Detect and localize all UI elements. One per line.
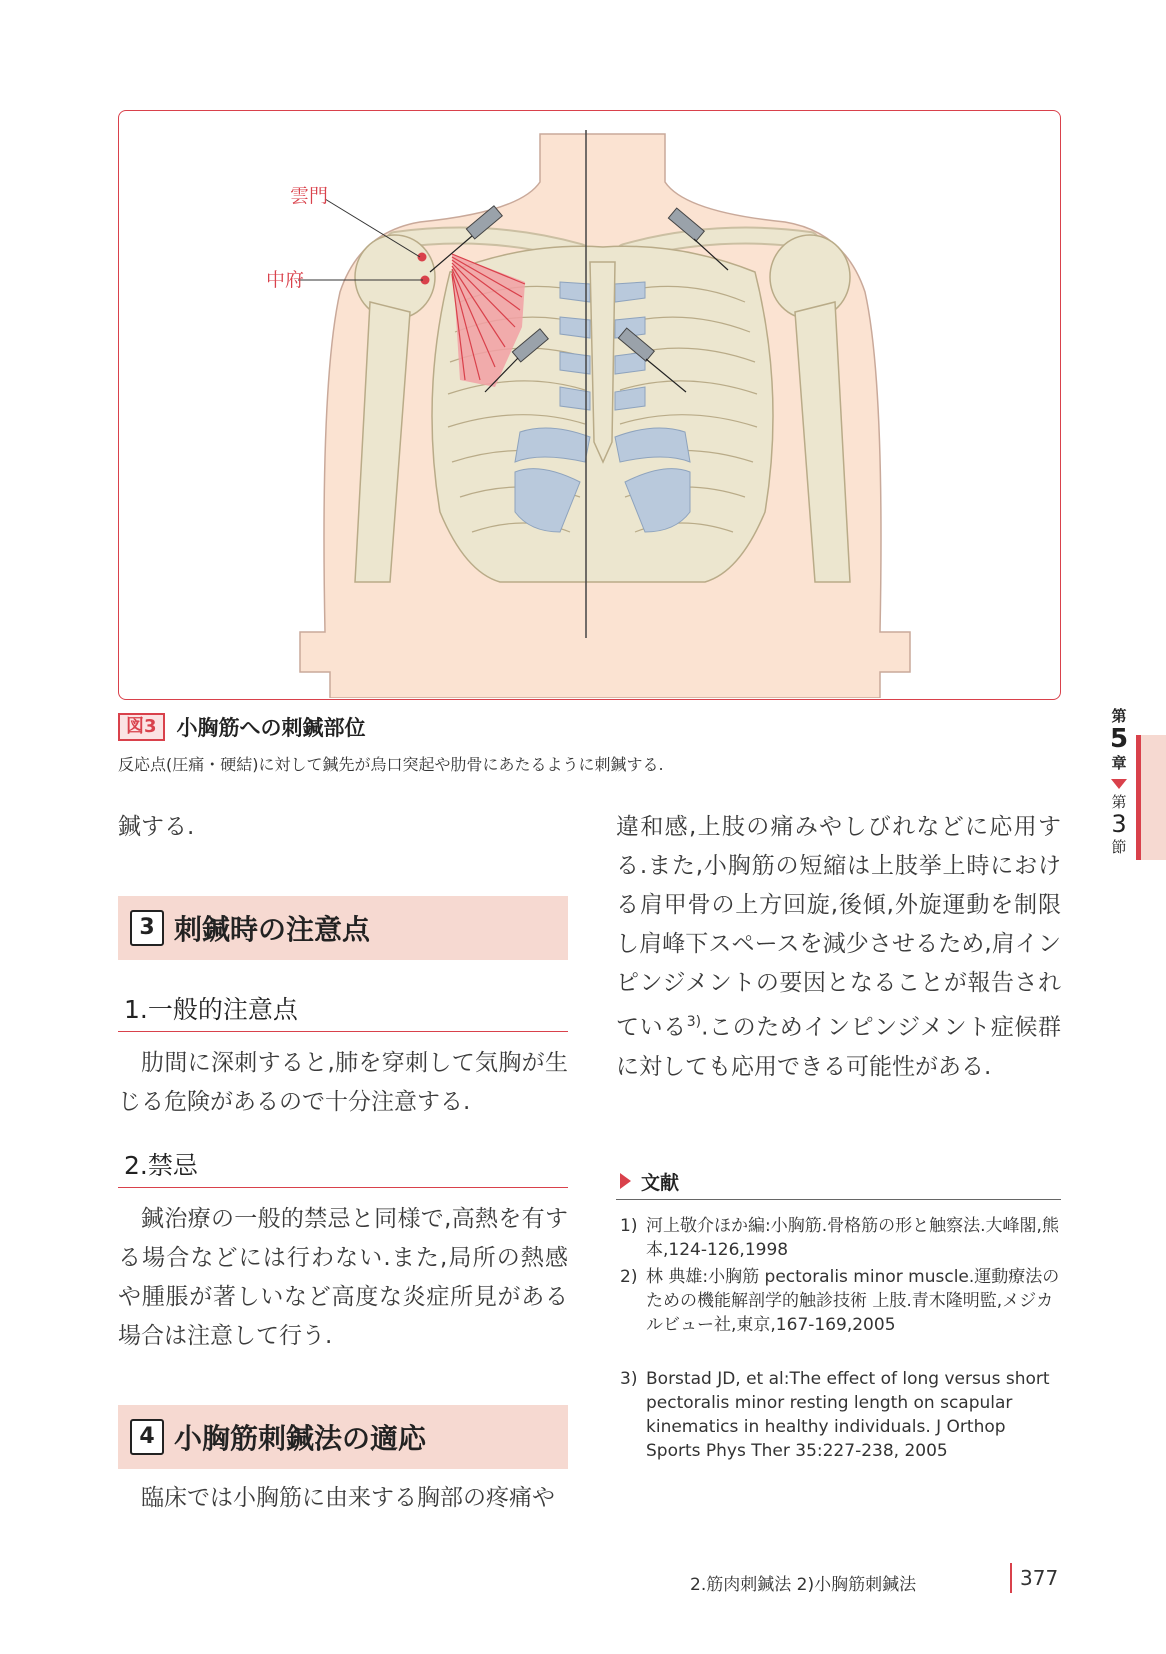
humeral-head-right bbox=[770, 235, 850, 319]
figure-label bbox=[118, 713, 366, 741]
section-number: 3 bbox=[130, 910, 164, 946]
point-unmon bbox=[418, 253, 427, 262]
label-unmon: 雲門 bbox=[290, 185, 329, 207]
reference-item: 1) 河上敬介ほか編:小胸筋.骨格筋の形と触察法.大峰閣,熊本,124-126,1998 bbox=[620, 1216, 1059, 1260]
subheading-contraindications: 2.禁忌 bbox=[118, 1146, 568, 1188]
citation-superscript: 3) bbox=[686, 1014, 702, 1030]
triangle-icon bbox=[620, 1173, 631, 1189]
section-4-heading bbox=[118, 1405, 568, 1469]
general-cautions-body: 肋間に深刺すると,肺を穿刺して気胸が生じる危険があるので十分注意する. bbox=[118, 1050, 568, 1115]
chapter-indicator: 第 5 章 第 3 節 bbox=[1104, 705, 1134, 857]
body-text-a: 違和感,上肢の痛みやしびれなどに応用する.また,小胸筋の短縮は上肢挙上時における肩甲骨の上方回旋,後傾,外旋運動を制限し肩峰下スペースを減少させるため,肩インピンジメントの要因となることが報告されている bbox=[616, 814, 1061, 1041]
references-heading bbox=[616, 1168, 1061, 1200]
section-3-heading bbox=[118, 896, 568, 960]
reference-item: 3) Borstad JD, et al:The effect of long versus short pectoralis minor resting length on scapular kinematics in healthy individuals. J Orthop Sports Phys Ther 35:227-238, 2005 bbox=[620, 1369, 1050, 1461]
section-title: 刺鍼時の注意点 bbox=[174, 913, 371, 946]
body-text-b: .このためインピンジメント症候群に対しても応用できる可能性がある. bbox=[616, 1014, 1062, 1080]
footer-divider bbox=[1010, 1563, 1012, 1593]
chapter-tab bbox=[1136, 735, 1166, 860]
figure-number: 図3 bbox=[118, 713, 165, 741]
indications-body: 臨床では小胸筋に由来する胸部の疼痛や bbox=[141, 1485, 555, 1511]
page-number: 377 bbox=[1020, 1566, 1059, 1590]
subheading-general-cautions: 1.一般的注意点 bbox=[118, 990, 568, 1032]
references-title: 文献 bbox=[641, 1172, 680, 1194]
intro-fragment: 鍼する. bbox=[118, 814, 195, 840]
section-number: 3 bbox=[1111, 810, 1127, 838]
sternum bbox=[590, 262, 615, 462]
chapter-number: 5 bbox=[1109, 724, 1129, 754]
running-head: 2.筋肉刺鍼法 2)小胸筋刺鍼法 bbox=[690, 1575, 917, 1595]
chest-anatomy-illustration bbox=[120, 112, 1059, 698]
down-triangle-icon bbox=[1111, 779, 1127, 789]
section-number: 4 bbox=[130, 1419, 164, 1455]
section-title: 小胸筋刺鍼法の適応 bbox=[174, 1422, 427, 1455]
right-column-body bbox=[616, 808, 1061, 1087]
contraindications-body: 鍼治療の一般的禁忌と同様で,高熱を有する場合などには行わない.また,局所の熱感や腫脹が著しいなど高度な炎症所見がある場合は注意して行う. bbox=[118, 1206, 568, 1349]
label-chufu: 中府 bbox=[266, 269, 305, 291]
figure-title: 小胸筋への刺鍼部位 bbox=[176, 716, 366, 740]
figure-caption: 反応点(圧痛・硬結)に対して鍼先が烏口突起や肋骨にあたるように刺鍼する. bbox=[118, 755, 664, 774]
reference-item: 2) 林 典雄:小胸筋 pectoralis minor muscle.運動療法のための機能解剖学的触診技術 上肢.青木隆明監,メジカルビュー社,東京,167-169,2005 bbox=[620, 1267, 1060, 1335]
